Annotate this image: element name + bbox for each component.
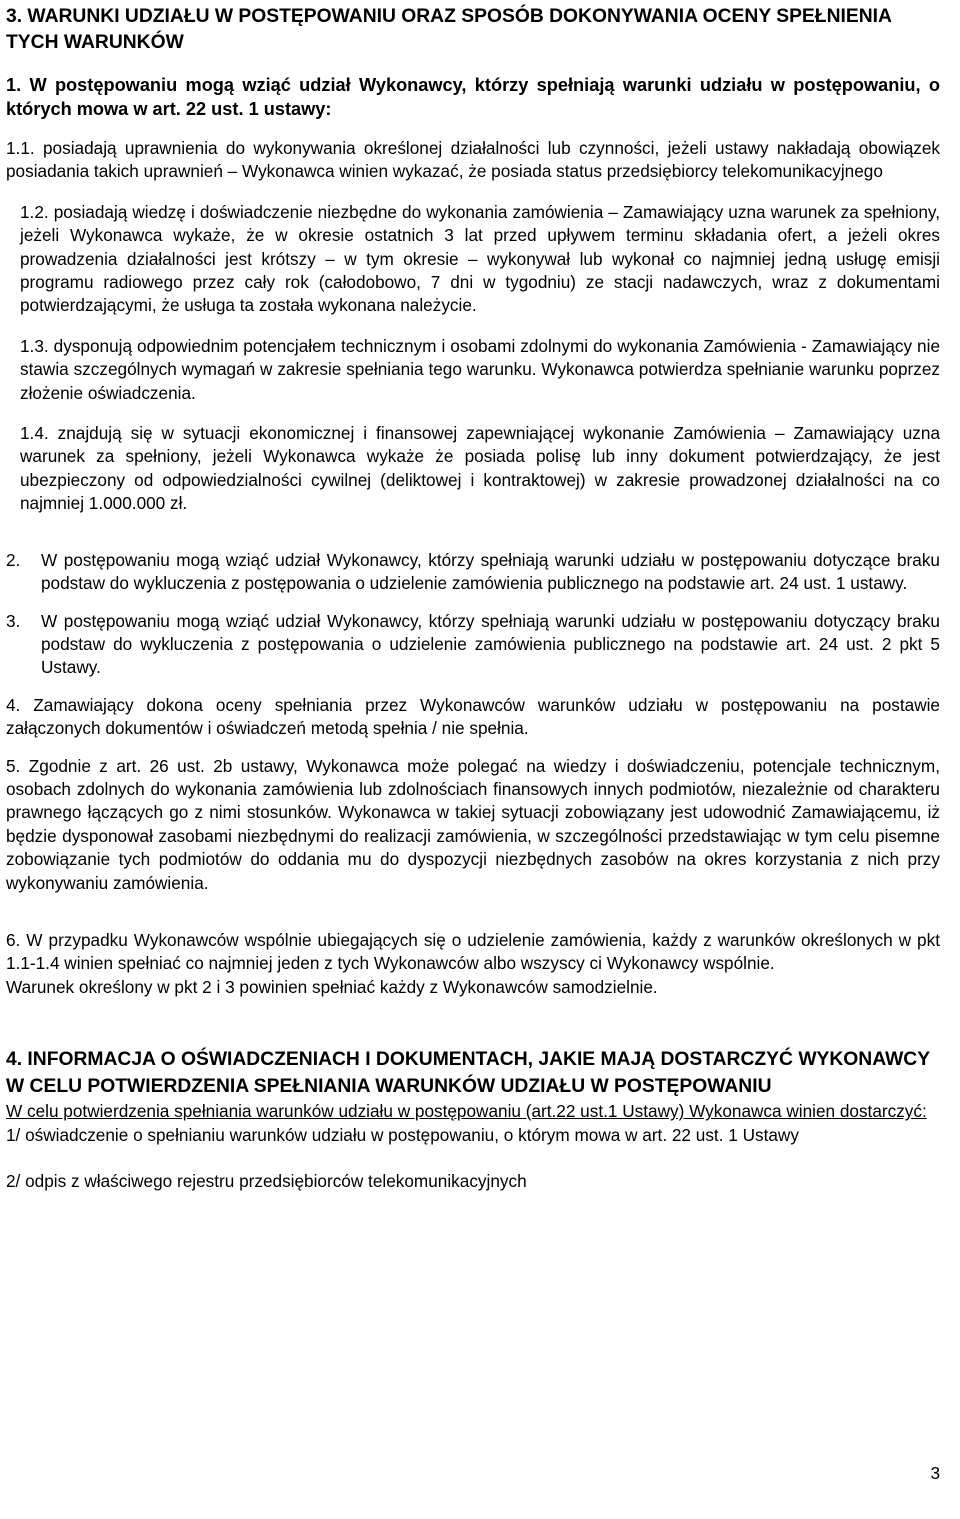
- paragraph-number: 2.: [6, 549, 21, 570]
- section-3-paragraph-4: 4. Zamawiający dokona oceny spełniania przez Wykonawców warunków udziału w postępowaniu na postawie załączonych dokumentów i oświadczeń metodą spełnia / nie spełnia.: [6, 694, 940, 739]
- paragraph-number: 3.: [6, 610, 21, 631]
- section-3-paragraph-6-note: Warunek określony w pkt 2 i 3 powinien spełniać każdy z Wykonawców samodzielnie.: [6, 976, 658, 997]
- section-3-paragraph-1-3: 1.3. dysponują odpowiednim potencjałem technicznym i osobami zdolnymi do wykonania Zamówienia - Zamawiający nie stawia szczególnych wymagań w zakresie spełniania tego warunku. Wykonawca potwierdza spełnianie warunku poprzez złożenie oświadczenia.: [20, 335, 940, 403]
- section-4-intro: W celu potwierdzenia spełniania warunków udziału w postępowaniu (art.22 ust.1 Ustawy) Wykonawca winien dostarczyć:: [6, 1101, 927, 1122]
- section-3-paragraph-1: 1. W postępowaniu mogą wziąć udział Wykonawcy, którzy spełniają warunki udziału w postępowaniu, o których mowa w art. 22 ust. 1 ustawy:: [6, 75, 940, 119]
- section-4-item-1: 1/ oświadczenie o spełnianiu warunków udziału w postępowaniu, o którym mowa w art. 22 ust. 1 Ustawy: [6, 1124, 799, 1145]
- section-4-heading: 4. INFORMACJA O OŚWIADCZENIACH I DOKUMENTACH, JAKIE MAJĄ DOSTARCZYĆ WYKONAWCY W CELU POTWIERDZENIA SPEŁNIANIA WARUNKÓW UDZIAŁU W POSTĘPOWANIU: [6, 1049, 930, 1097]
- section-3-paragraph-2: [6, 549, 940, 596]
- section-3-paragraph-1-4: 1.4. znajdują się w sytuacji ekonomicznej i finansowej zapewniającej wykonanie Zamówienia – Zamawiający uzna warunek za spełniony, jeżeli Wykonawca wykaże że posiada polisę lub inny dokument potwierdzający, że jest ubezpieczony od odpowiedzialności cywilnej (deliktowej i kontraktowej) w zakresie prowadzonej działalności na co najmniej 1.000.000 zł.: [20, 423, 940, 514]
- section-3-paragraph-3: [6, 610, 940, 680]
- document-page: [6, 4, 940, 1193]
- section-3-paragraph-6: 6. W przypadku Wykonawców wspólnie ubiegających się o udzielenie zamówienia, każdy z warunków określonych w pkt 1.1-1.4 winien spełniać co najmniej jeden z tych Wykonawców albo wszyscy ci Wykonawcy wspólnie.: [6, 929, 940, 974]
- paragraph-text: W postępowaniu mogą wziąć udział Wykonawcy, którzy spełniają warunki udziału w postępowaniu dotyczące braku podstaw do wykluczenia z postępowania o udzielenie zamówienia publicznego na podstawie art. 24 ust. 1 ustawy.: [41, 549, 940, 594]
- section-3-paragraph-5: 5. Zgodnie z art. 26 ust. 2b ustawy, Wykonawca może polegać na wiedzy i doświadczeniu, potencjale technicznym, osobach zdolnych do wykonania zamówienia lub zdolnościach finansowych innych podmiotów, niezależnie od charakteru prawnego łączących go z nimi stosunków. Wykonawca w takiej sytuacji zobowiązany jest udowodnić Zamawiającemu, iż będzie dysponował zasobami niezbędnymi do realizacji zamówienia, w szczególności przedstawiając w tym celu pisemne zobowiązanie tych podmiotów do oddania mu do dyspozycji niezbędnych zasobów na okres korzystania z nich przy wykonywaniu zamówienia.: [6, 755, 940, 893]
- section-3-paragraph-1-1: 1.1. posiadają uprawnienia do wykonywania określonej działalności lub czynności, jeżeli ustawy nakładają obowiązek posiadania takich uprawnień – Wykonawca winien wykazać, że posiada status przedsiębiorcy telekomunikacyjnego: [6, 138, 940, 182]
- section-4-item-2: 2/ odpis z właściwego rejestru przedsiębiorców telekomunikacyjnych: [6, 1171, 527, 1191]
- section-3-paragraph-1-2: 1.2. posiadają wiedzę i doświadczenie niezbędne do wykonania zamówienia – Zamawiający uzna warunek za spełniony, jeżeli Wykonawca wykaże, że w okresie ostatnich 3 lat przed upływem terminu składania ofert, a jeżeli okres prowadzenia działalności jest krótszy – w tym okresie – wykonywał lub wykonał co najmniej jedną usługę emisji programu radiowego przez cały rok (całodobowo, 7 dni w tygodniu) ze stacji nadawczych, wraz z dokumentami potwierdzającymi, że usługa ta została wykonana należycie.: [20, 201, 940, 316]
- page-number: 3: [930, 1463, 940, 1483]
- section-3-heading: 3. WARUNKI UDZIAŁU W POSTĘPOWANIU ORAZ SPOSÓB DOKONYWANIA OCENY SPEŁNIENIA TYCH WARUNKÓW: [6, 6, 892, 53]
- paragraph-text: W postępowaniu mogą wziąć udział Wykonawcy, którzy spełniają warunki udziału w postępowaniu dotyczący braku podstaw do wykluczenia z postępowania o udzielenie zamówienia publicznego na podstawie art. 24 ust. 2 pkt 5 Ustawy.: [41, 610, 940, 678]
